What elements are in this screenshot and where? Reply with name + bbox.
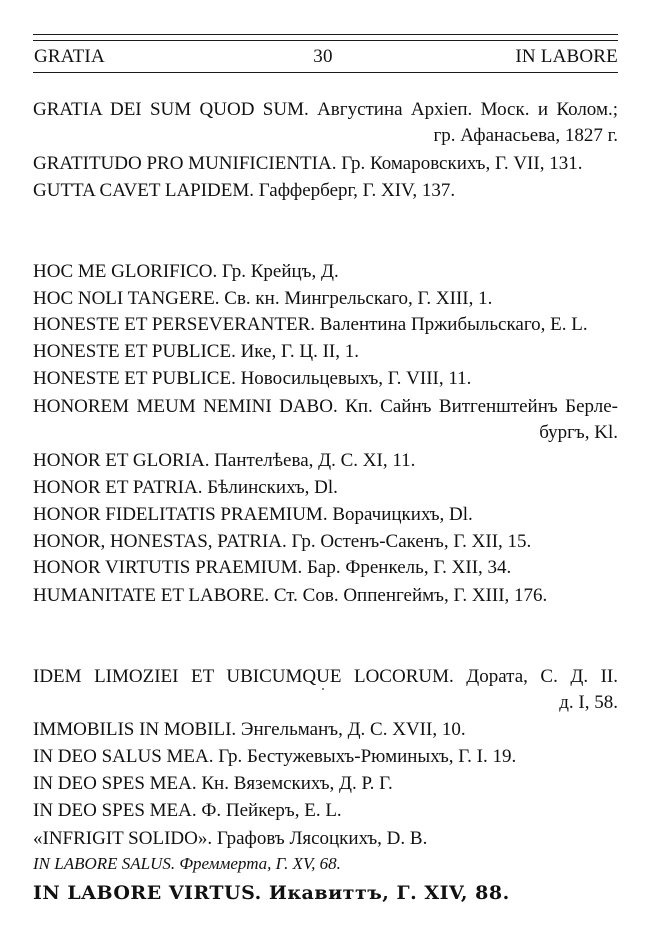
entry-line: IMMOBILIS IN MOBILI. Энгельманъ, Д. С. XVII, 10. bbox=[33, 719, 466, 740]
entry-line: HONESTE ET PERSEVERANTER. Валентина Пржибыльскаго, Е. L. bbox=[33, 314, 588, 335]
entry-line: GRATIA DEI SUM QUOD SUM. Августина Архіеп. Моск. и Колом.; bbox=[33, 99, 618, 120]
entry-line: HONOR, HONESTAS, PATRIA. Гр. Остенъ-Сакенъ, Г. XII, 15. bbox=[33, 531, 532, 552]
entry-line: GUTTA CAVET LAPIDEM. Гафферберг, Г. XIV, 137. bbox=[33, 180, 456, 201]
page-number: 30 bbox=[313, 46, 333, 67]
entry-continuation: д. I, 58. bbox=[559, 692, 618, 713]
entry-line: IN DEO SPES MEA. Кн. Вяземскихъ, Д. Р. Г. bbox=[33, 773, 393, 794]
entry-line: HONESTE ET PUBLICE. Ике, Г. Ц. II, 1. bbox=[33, 341, 359, 362]
entry-line: GRATITUDO PRO MUNIFICIENTIA. Гр. Комаровскихъ, Г. VII, 131. bbox=[33, 153, 583, 174]
entry-line: «INFRIGIT SOLIDO». Графовъ Лясоцкихъ, D. B. bbox=[33, 828, 428, 849]
entry-line-italic: IN LABORE SALUS. Фреммерта, Г. XV, 68. bbox=[33, 854, 341, 873]
entry-line: HOC ME GLORIFICO. Гр. Крейцъ, Д. bbox=[33, 261, 339, 282]
entry-line: HONOR ET PATRIA. Бѣлинскихъ, Dl. bbox=[33, 477, 338, 498]
entry-line: HONOR FIDELITATIS PRAEMIUM. Ворачицкихъ, Dl. bbox=[33, 504, 473, 525]
top-rule-2 bbox=[33, 40, 618, 41]
entry-line: HONOREM MEUM NEMINI DABO. Кп. Сайнъ Витгенштейнъ Берле- bbox=[33, 396, 618, 417]
entry-line: HUMANITATE ET LABORE. Ст. Сов. Оппенгеймъ, Г. XIII, 176. bbox=[33, 585, 548, 606]
top-rule-1 bbox=[33, 34, 618, 35]
entry-line: HONOR ET GLORIA. Пантелѣева, Д. С. XI, 11. bbox=[33, 450, 416, 471]
entry-line: HONESTE ET PUBLICE. Новосильцевыхъ, Г. VIII, 11. bbox=[33, 368, 472, 389]
running-header-right: IN LABORE bbox=[515, 46, 618, 67]
entry-continuation: гр. Афанасьева, 1827 г. bbox=[433, 125, 618, 146]
entry-line: HONOR VIRTUTIS PRAEMIUM. Бар. Френкель, Г. XII, 34. bbox=[33, 557, 512, 578]
entry-line-blackletter: IN LABORE VIRTUS. Икавиттъ, Г. XIV, 88. bbox=[33, 882, 510, 904]
running-header-left: GRATIA bbox=[34, 46, 105, 67]
header-rule bbox=[33, 72, 618, 73]
entry-line: IN DEO SALUS MEA. Гр. Бестужевыхъ-Рюминыхъ, Г. I. 19. bbox=[33, 746, 517, 767]
entry-line: HOC NOLI TANGERE. Св. кн. Мингрельскаго, Г. XIII, 1. bbox=[33, 288, 493, 309]
entry-continuation: бургъ, Kl. bbox=[539, 422, 618, 443]
entry-line: IDEM LIMOZIEI ET UBICUMQUE LOCORUM. Дората, С. Д. II. bbox=[33, 666, 618, 687]
entry-line: IN DEO SPES MEA. Ф. Пейкеръ, E. L. bbox=[33, 800, 342, 821]
